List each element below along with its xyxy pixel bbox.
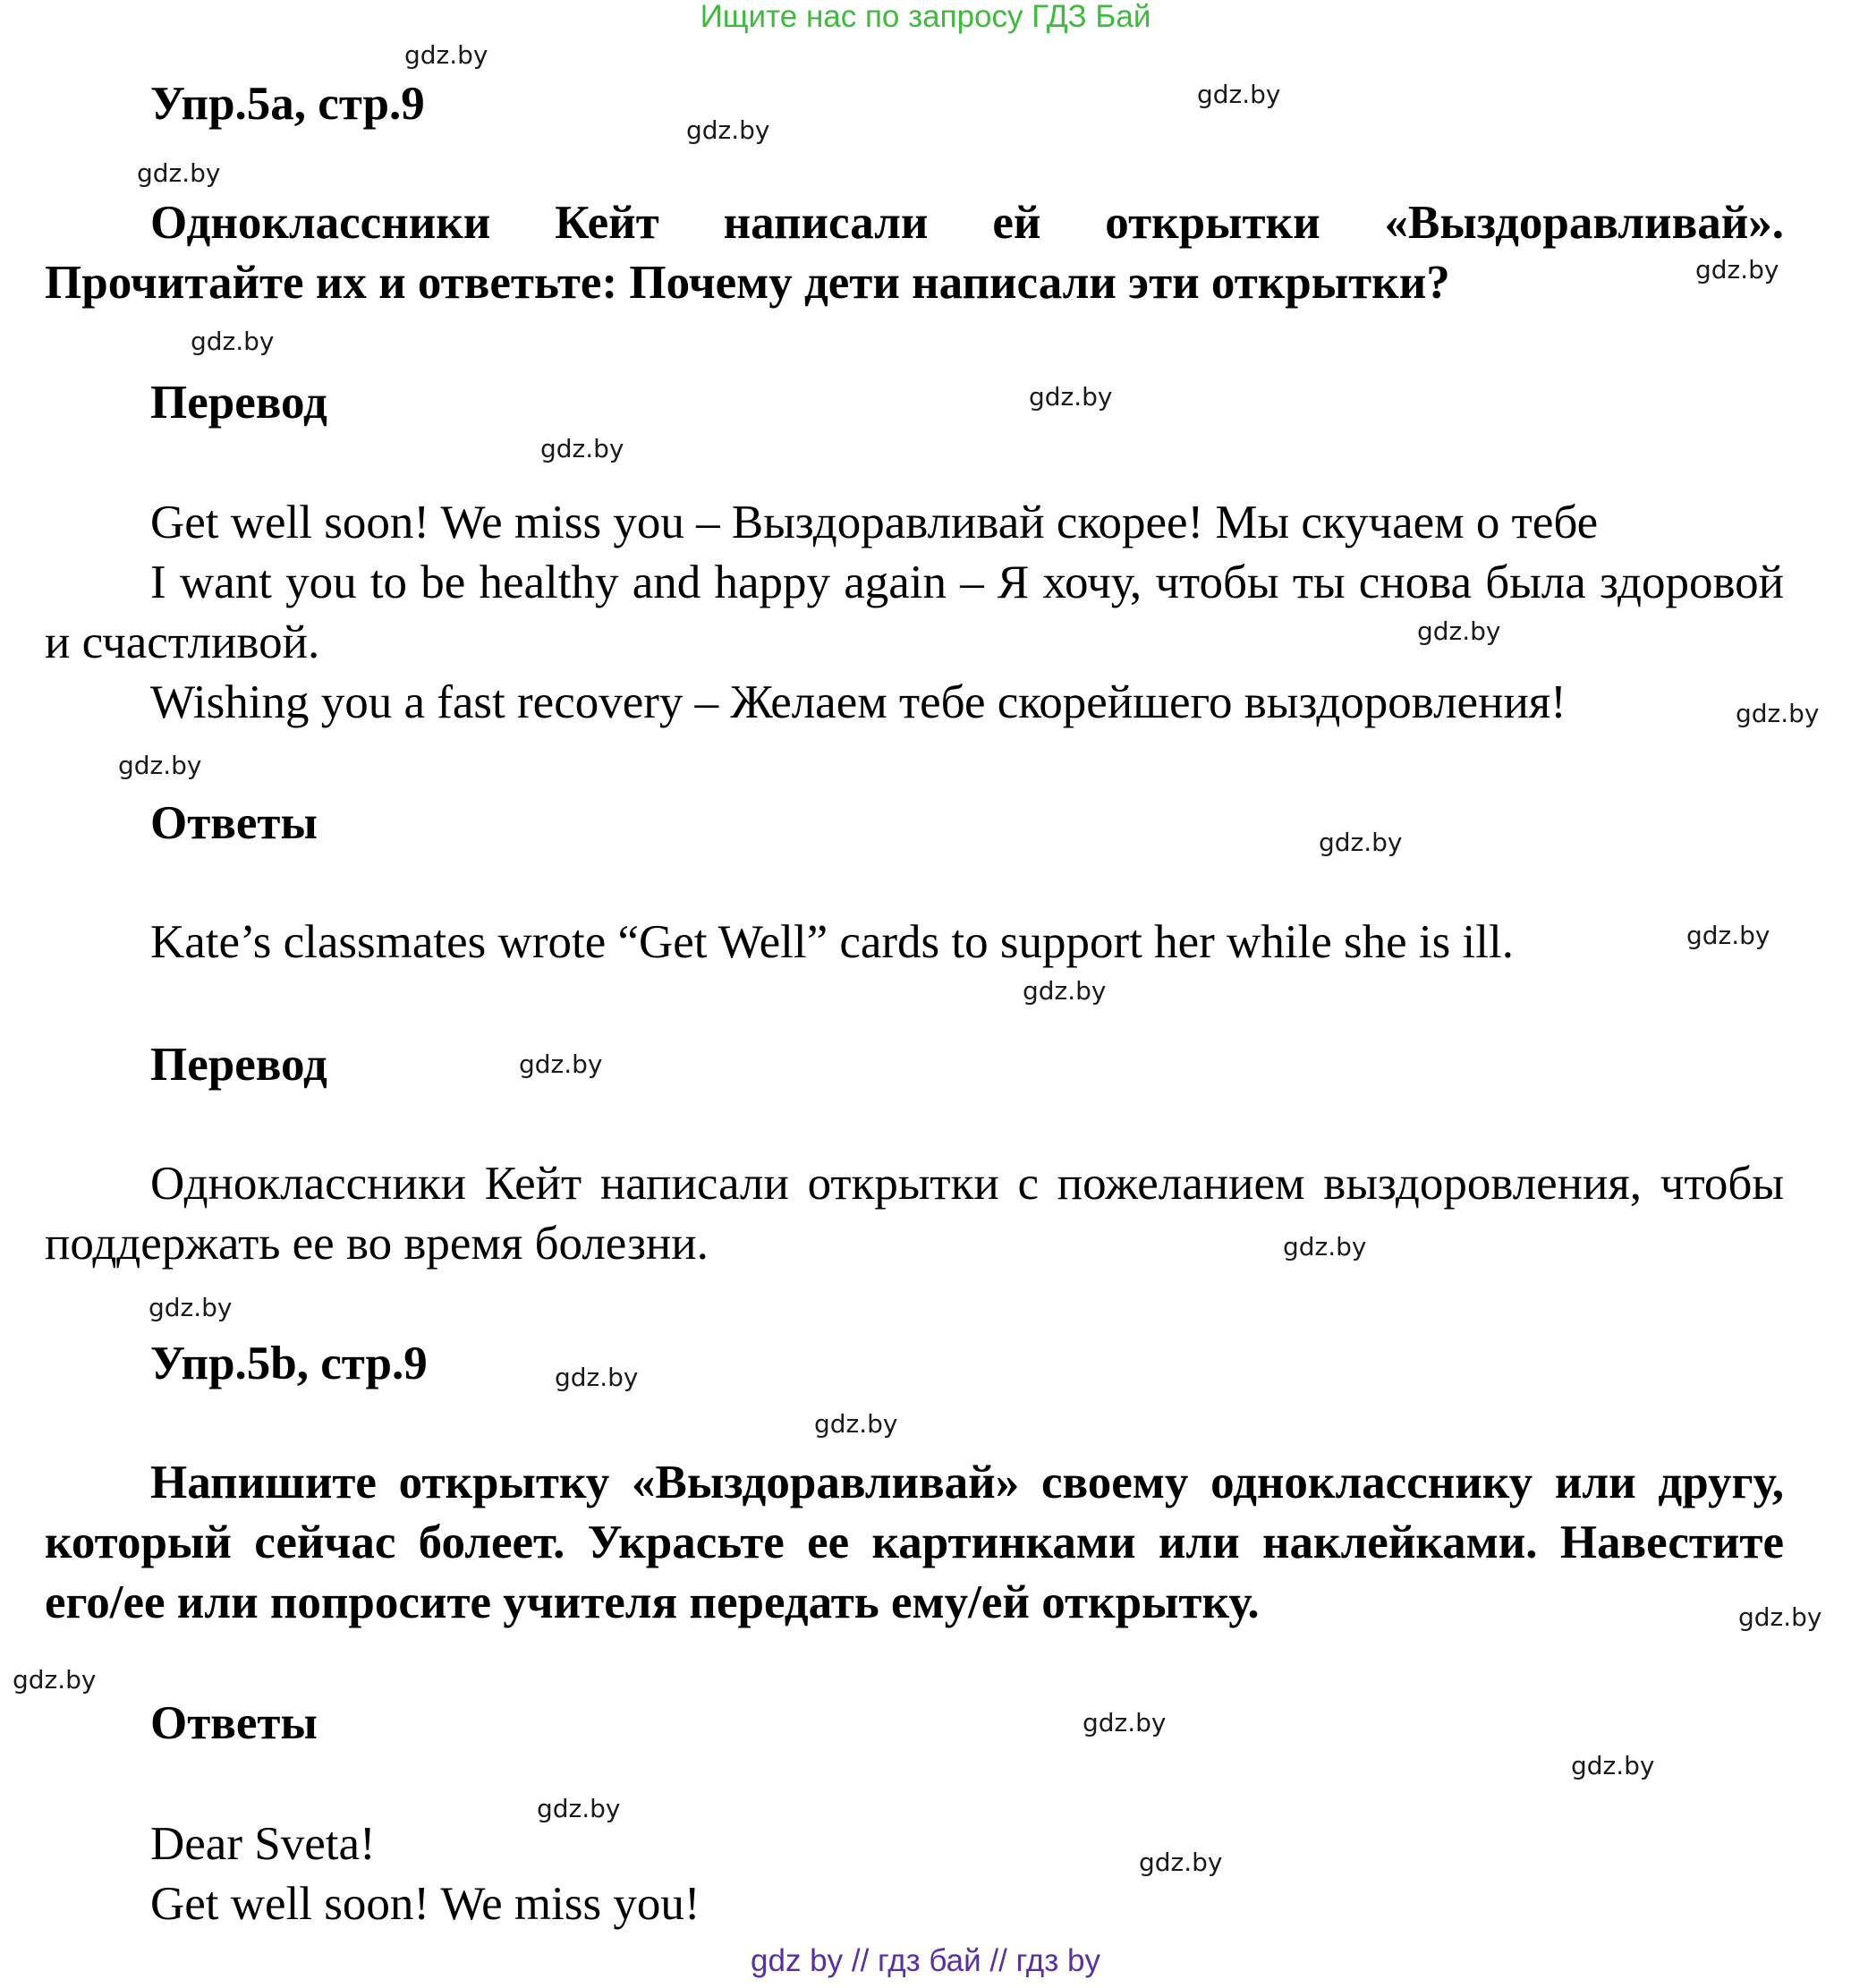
watermark: gdz.by [1571, 1751, 1655, 1780]
translation-1-line-3: Wishing you a fast recovery – Желаем тебе скорейшего выздоровления! [150, 676, 1567, 728]
answers-1-heading: Ответы [150, 797, 318, 849]
translation-2-text: Одноклассники Кейт написали открытки с пожеланием выздоровления, чтобы поддержать ее во время болезни. [45, 1158, 1784, 1270]
translation-1-line-1: Get well soon! We miss you – Выздоравливай скорее! Мы скучаем о тебе [150, 497, 1599, 548]
answers-2-line-2: Get well soon! We miss you! [150, 1878, 700, 1930]
watermark: gdz.by [149, 1293, 233, 1322]
watermark: gdz.by [1686, 921, 1770, 950]
answers-2-line-1: Dear Sveta! [150, 1818, 376, 1870]
watermark: gdz.by [1283, 1232, 1367, 1262]
watermark: gdz.by [1695, 255, 1779, 285]
watermark: gdz.by [1029, 382, 1113, 412]
footer-links[interactable]: gdz by // гдз бай // гдз by [751, 1943, 1100, 1978]
top-banner[interactable]: Ищите нас по запросу ГДЗ Бай [700, 0, 1151, 34]
watermark: gdz.by [1139, 1848, 1223, 1877]
exercise-5b-task: Напишите открытку «Выздоравливай» своему однокласснику или другу, который сейчас болеет. Украсьте ее картинками или наклейками. Навестите его/ее или попросите учителя передать ему/ей открытку. [45, 1457, 1784, 1628]
watermark: gdz.by [686, 115, 770, 145]
translation-1-heading: Перевод [150, 377, 327, 429]
watermark: gdz.by [1417, 616, 1501, 646]
watermark: gdz.by [1083, 1708, 1167, 1737]
answers-1-text: Kate’s classmates wrote “Get Well” cards to support her while she is ill. [150, 916, 1514, 968]
exercise-5a-task: Одноклассники Кейт написали ей открытки «Выздоравливай». Прочитайте их и ответьте: Почему дети написали эти открытки? [45, 197, 1784, 309]
watermark: gdz.by [137, 158, 221, 188]
watermark: gdz.by [191, 327, 275, 356]
answers-2-heading: Ответы [150, 1697, 318, 1749]
watermark: gdz.by [555, 1363, 639, 1392]
translation-2-heading: Перевод [150, 1039, 327, 1091]
watermark: gdz.by [1319, 828, 1403, 857]
watermark: gdz.by [1736, 699, 1820, 728]
watermark: gdz.by [1738, 1602, 1822, 1632]
watermark: gdz.by [519, 1049, 603, 1079]
watermark: gdz.by [13, 1665, 97, 1695]
watermark: gdz.by [540, 434, 624, 463]
watermark: gdz.by [404, 40, 488, 70]
watermark: gdz.by [1023, 976, 1107, 1006]
watermark: gdz.by [1197, 80, 1281, 109]
watermark: gdz.by [537, 1794, 621, 1823]
watermark: gdz.by [118, 751, 202, 780]
watermark: gdz.by [814, 1409, 898, 1439]
translation-1-line-2: I want you to be healthy and happy again – Я хочу, чтобы ты снова была здоровой и счастливой. [45, 556, 1784, 668]
exercise-5b-title: Упр.5b, стр.9 [150, 1338, 428, 1389]
exercise-5a-title: Упр.5а, стр.9 [150, 78, 425, 130]
